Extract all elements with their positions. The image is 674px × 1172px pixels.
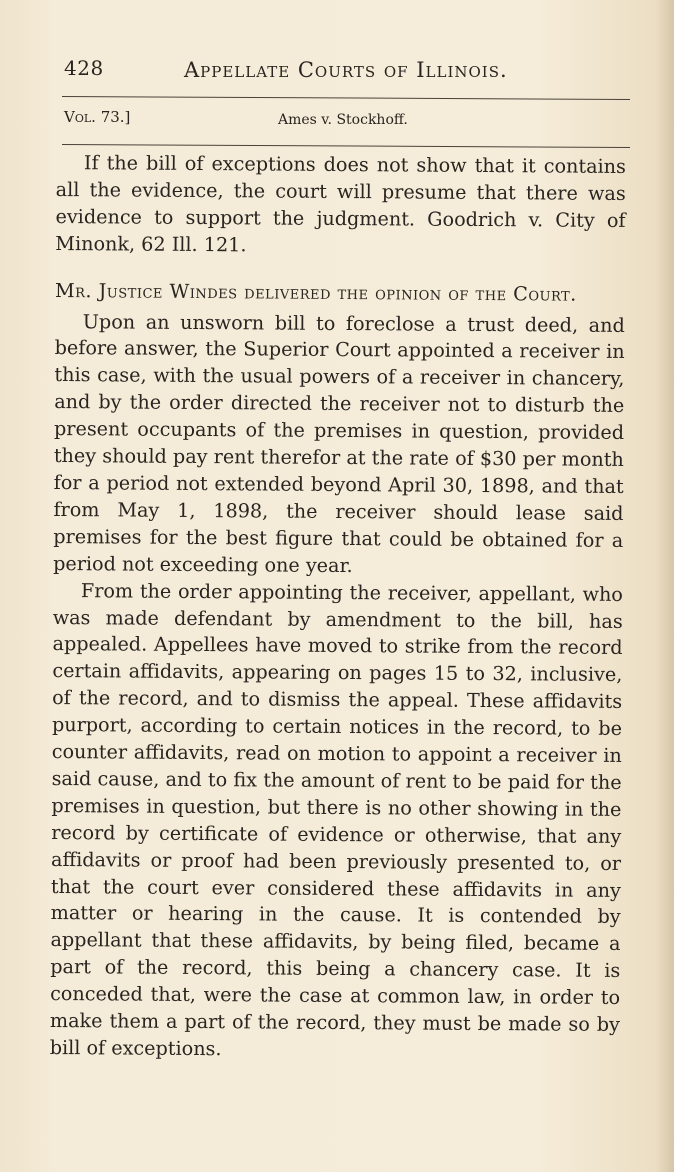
volume-label: Vol. 73.] [64, 108, 131, 126]
page-body [50, 150, 626, 1066]
running-title: Appellate Courts of Illinois. [184, 58, 508, 82]
page-number: 428 [64, 56, 104, 80]
running-header [64, 52, 534, 92]
opinion-paragraph-1: Upon an unsworn bill to foreclose a trust deed, and before answer, the Superior Court appointed a receiver in this case, with the usual powers of a receiver in chancery, and by the order directed the receiver not to disturb the present occupants of the premises in question, provided they should pay rent therefor at the rate of $30 per month for a period not extended beyond April 30, 1898, and that from May 1, 1898, the receiver should lease said premises for the best figure that could be obtained for a period not exceeding one year. [53, 309, 625, 577]
opinion-attribution: Mr. Justice Windes delivered the opinion of the Court. [54, 278, 577, 306]
header-rule-bottom [62, 144, 630, 148]
page-edge-shadow [656, 0, 674, 1172]
opinion-paragraph-2: From the order appointing the receiver, appellant, who was made defendant by amendment to the bill, has appealed. Appellees have moved to strike from the record certain affidavits, appearing on pages 15 to 32, inclusive, of the record, and to dismiss the appeal. These affidavits purport, according to certain notices in the record, to be counter affidavits, read on motion to appoint a receiver in said cause, and to fix the amount of rent to be paid for the premises in question, but there is no other showing in the record by certificate of evidence or otherwise, that any affidavits or proof had been previously presented to, or that the court ever considered these affidavits in any matter or hearing in the cause. It is contended by appellant that these affidavits, by being filed, became a part of the record, this being a chancery case. It is conceded that, were the case at common law, in order to make them a part of the record, they must be made so by bill of exceptions. [49, 578, 623, 1061]
headnote: If the bill of exceptions does not show that it contains all the evidence, the court will presume that there was evidence to support the judgment. Goodrich v. City of Minonk, 62 Ill. 121. [55, 151, 626, 257]
header-rule-top [62, 96, 630, 100]
case-title: Ames v. Stockhoff. [278, 112, 408, 128]
